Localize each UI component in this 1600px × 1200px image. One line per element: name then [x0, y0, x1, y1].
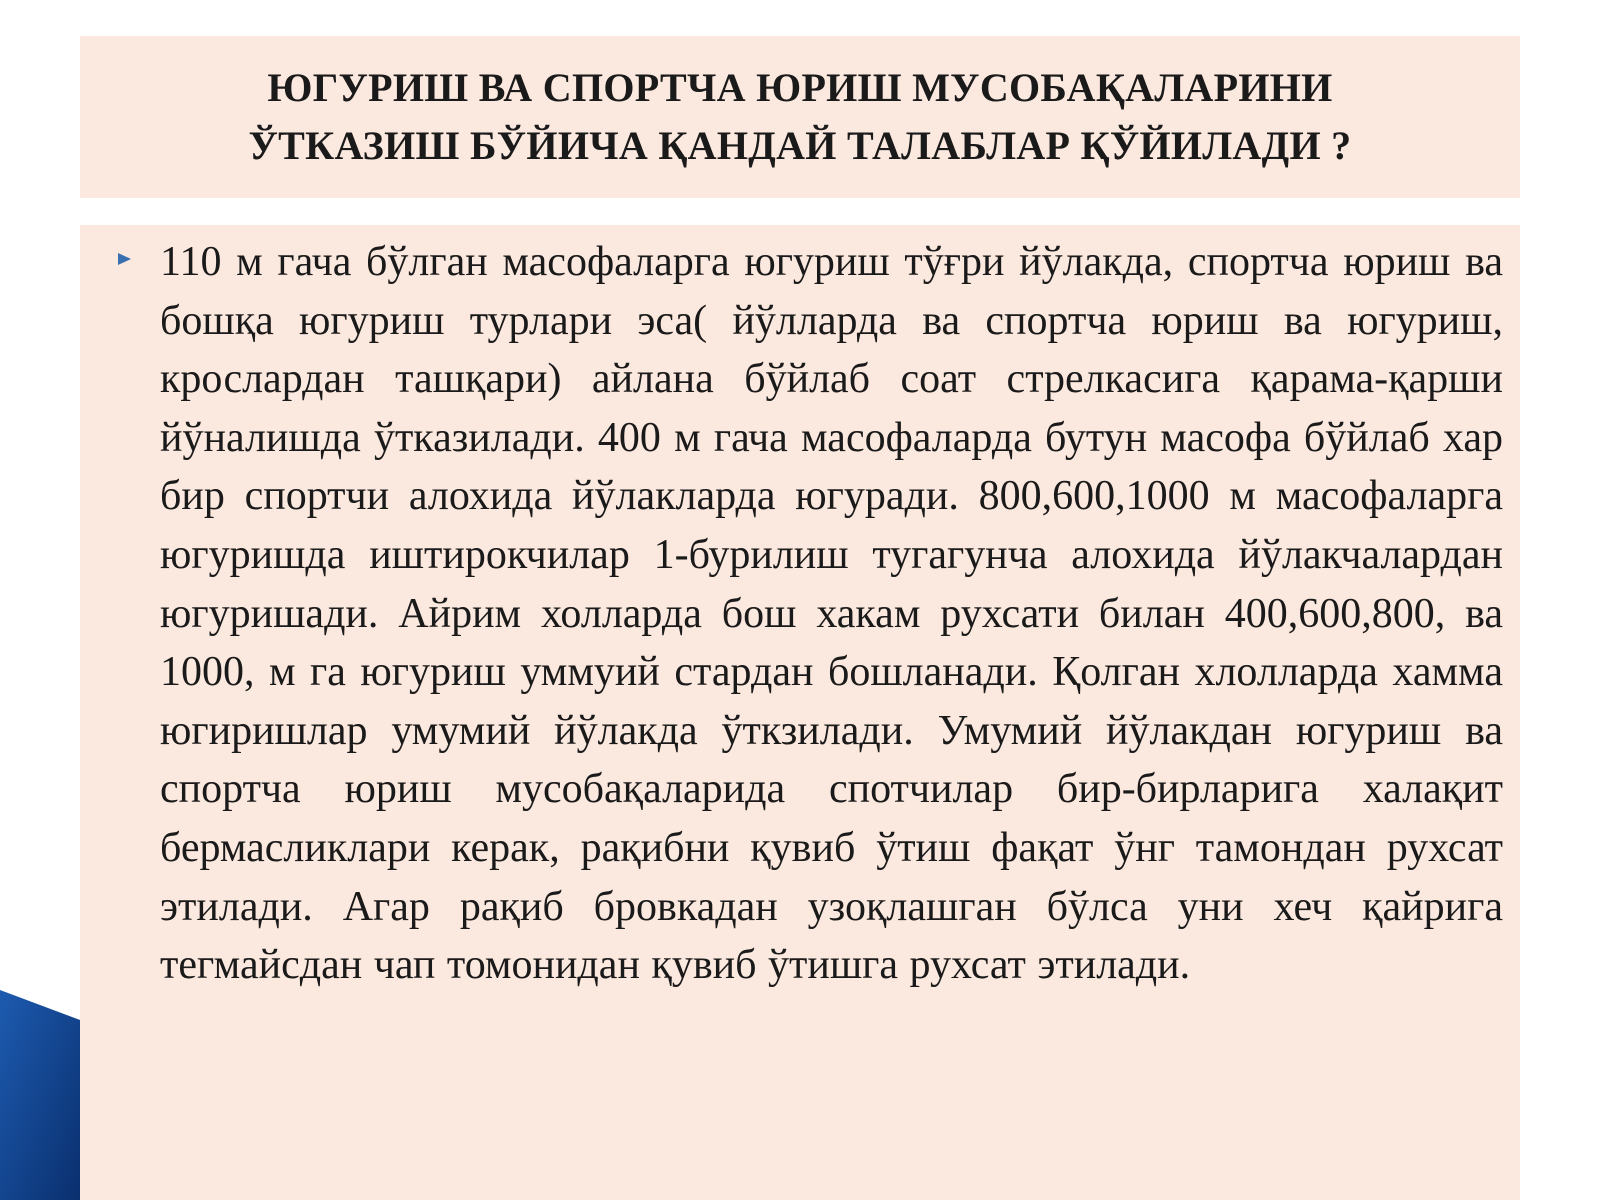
- slide-title-line-2: ЎТКАЗИШ БЎЙИЧА ҚАНДАЙ ТАЛАБЛАР ҚЎЙИЛАДИ ?: [248, 123, 1352, 168]
- slide-body-text: 110 м гача бўлган масофаларга югуриш тўғри йўлакда, спортча юриш ва бошқа югуриш турлари эса( йўлларда ва спортча юриш ва югуриш, крослардан ташқари) айлана бўйлаб соат стрелкасига қарама-қарши йўналишда ўтказилади. 400 м гача масофаларда бутун масофа бўйлаб хар бир спортчи алохида йўлакларда югуради. 800,600,1000 м масофаларга югуришда иштирокчилар 1-бурилиш тугагунча алохида йўлакчалардан югуришади. Айрим холларда бош хакам рухсати билан 400,600,800, ва 1000, м га югуриш уммуий стардан бошланади. Қолган хлолларда хамма югиришлар умумий йўлакда ўткзилади. Умумий йўлакдан югуриш ва спортча юриш мусобақаларида спотчилар бир-бирларига халақит бермасликлари керак, рақибни қувиб ўтиш фақат ўнг тамондан рухсат этилади. Агар рақиб бровкадан узоқлашган бўлса уни хеч қайрига тегмайсдан чап томонидан қувиб ўтишга рухсат этилади.: [160, 239, 1503, 989]
- slide-title-line-1: ЮГУРИШ ВА СПОРТЧА ЮРИШ МУСОБАҚАЛАРИНИ: [267, 65, 1333, 110]
- triangle-bullet-icon: [118, 253, 131, 265]
- slide-title-panel: [80, 36, 1520, 198]
- slide-title: [150, 59, 1450, 175]
